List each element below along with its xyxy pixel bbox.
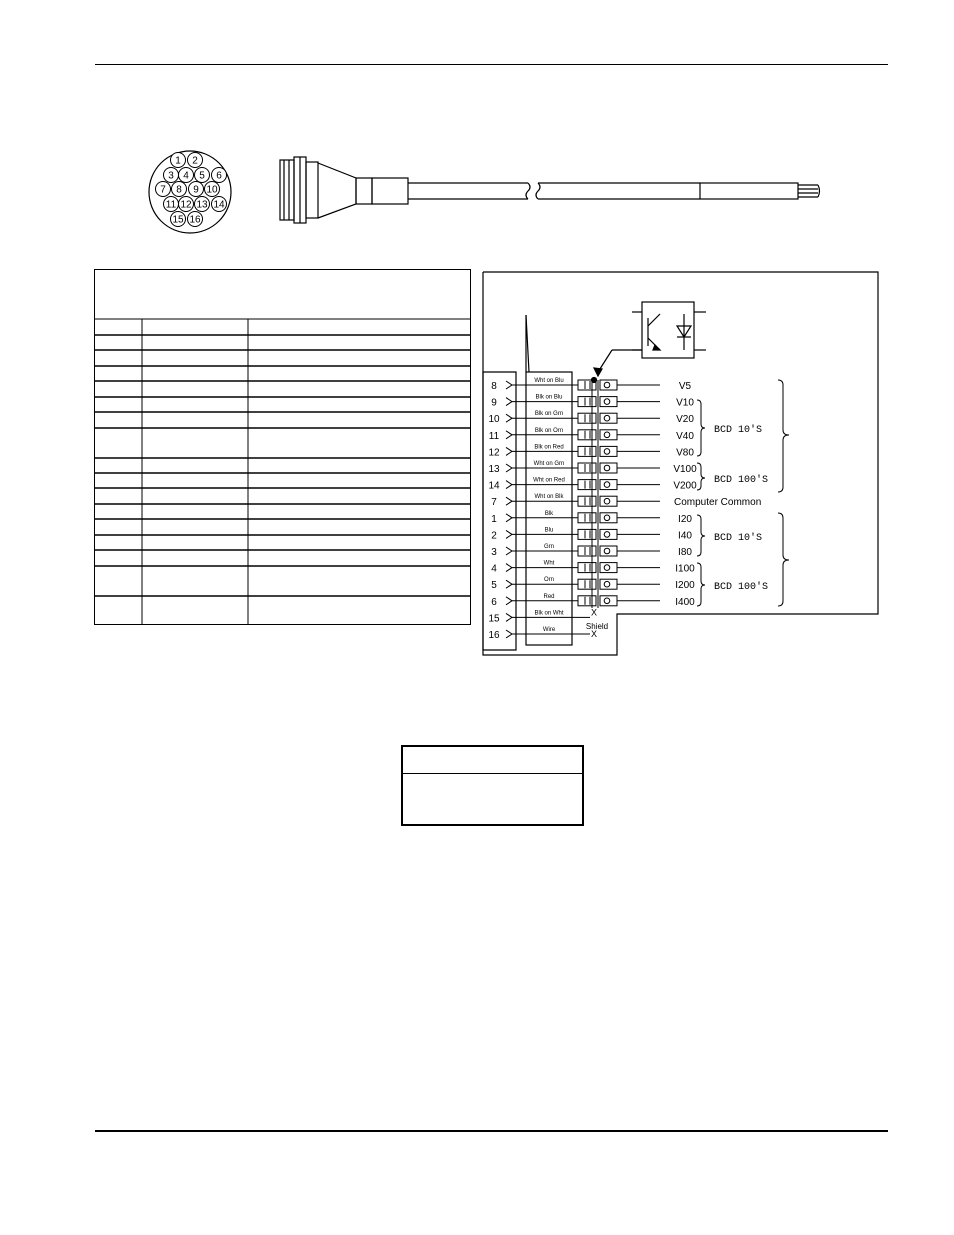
terminal-screw <box>604 482 610 488</box>
pin-number: 7 <box>491 497 497 509</box>
terminal-block <box>578 496 596 506</box>
pin-table-grid <box>95 319 470 624</box>
bcd-group <box>697 515 762 556</box>
signal-label: V5 <box>678 381 692 392</box>
wiring-row <box>488 607 597 624</box>
wire-color-label: Blk on Wht <box>534 610 564 617</box>
terminal-screw <box>604 415 610 421</box>
signal-label: I400 <box>675 596 695 608</box>
contact-chevron <box>506 381 512 389</box>
terminal-screw <box>604 532 610 538</box>
group-label: BCD 10'S <box>714 533 763 544</box>
wire-color-label: Blk on Blu <box>535 394 563 401</box>
connector-pin-label: 5 <box>199 170 205 182</box>
pin-number: 3 <box>491 547 497 558</box>
pin-number: 2 <box>491 530 497 542</box>
terminal-screw <box>604 515 610 521</box>
plug-shell <box>280 160 294 220</box>
contact-chevron <box>506 530 512 538</box>
group-brace <box>697 515 705 556</box>
contact-chevron <box>506 464 512 472</box>
wire-color-label: Blk on Red <box>534 444 564 451</box>
pin-number: 11 <box>488 430 500 442</box>
connector-pin-label: 9 <box>193 184 199 196</box>
pin-number: 12 <box>488 447 500 459</box>
wire-color-label: Grn <box>543 544 555 550</box>
wire-color-label: Wire <box>542 627 556 633</box>
contact-chevron <box>506 398 512 406</box>
strain-relief <box>372 178 408 204</box>
signal-label: I40 <box>678 530 692 542</box>
connector-pin-label: 11 <box>165 199 177 211</box>
pin-number: 10 <box>488 414 500 426</box>
wire-color-label: Wht on Red <box>533 477 565 484</box>
pin-number: 16 <box>488 630 500 641</box>
cable-assembly <box>280 157 820 223</box>
wiring-row <box>488 627 597 641</box>
open-mark: X <box>590 629 598 639</box>
contact-chevron <box>506 431 512 439</box>
pin-number: 5 <box>491 580 497 592</box>
signal-label: V200 <box>673 480 697 492</box>
contact-chevron <box>506 630 512 638</box>
wiring-row <box>491 378 691 392</box>
group-brace <box>697 563 705 606</box>
terminal-block <box>578 596 596 606</box>
pin-number: 13 <box>488 464 500 475</box>
wire-color-label: Orn <box>543 577 555 584</box>
terminal-block <box>578 529 596 539</box>
connector-pin-label: 6 <box>216 170 222 182</box>
wiring-row <box>488 411 694 425</box>
wire-color-label: Blk on Grn <box>534 411 564 418</box>
terminal-screw <box>604 548 610 554</box>
wiring-row <box>488 444 694 458</box>
connector-pin-label: 4 <box>183 170 189 182</box>
terminal-screw <box>604 498 610 504</box>
connector-pin-label: 2 <box>192 155 198 167</box>
signal-label: V20 <box>676 414 694 426</box>
wire-color-label: Blk <box>544 510 554 517</box>
wiring-row <box>491 494 761 508</box>
wire-color-label: Wht <box>543 560 555 567</box>
pin-number: 14 <box>488 480 500 492</box>
wiring-row <box>491 395 694 409</box>
bcd-group <box>697 463 768 490</box>
open-mark: X <box>590 607 598 618</box>
connector-pin-label: 14 <box>213 199 225 211</box>
terminal-block <box>578 480 596 490</box>
signal-label: I20 <box>678 513 692 525</box>
terminal-screw <box>604 399 610 405</box>
signal-label: V80 <box>676 447 694 459</box>
terminal-block <box>578 579 596 589</box>
connector-pin-label: 7 <box>160 184 166 196</box>
optocoupler <box>642 302 694 358</box>
contact-chevron <box>506 447 512 455</box>
terminal-screw <box>604 581 610 587</box>
signal-label: Computer Common <box>674 497 762 509</box>
terminal-block <box>578 563 596 573</box>
pin-number: 15 <box>488 613 500 625</box>
group-brace <box>697 463 705 490</box>
bcd-group <box>697 400 762 456</box>
contact-chevron <box>506 613 512 621</box>
wiring-row <box>488 478 697 492</box>
connector-pin-label: 10 <box>206 184 218 196</box>
signal-label: V40 <box>676 430 694 442</box>
group-label: BCD 100'S <box>714 475 769 486</box>
pin-number: 6 <box>491 596 497 608</box>
connector-pin-label: 3 <box>168 170 174 182</box>
terminal-screw <box>604 432 610 438</box>
group-label: BCD 100'S <box>714 582 769 593</box>
wiring-row <box>491 594 695 608</box>
connector-pin-label: 8 <box>176 184 182 196</box>
pin-number: 1 <box>491 513 497 525</box>
wiring-row <box>491 561 695 575</box>
terminal-screw <box>604 565 610 571</box>
wire-color-label: Blu <box>544 527 554 534</box>
terminal-block <box>578 397 596 407</box>
connector-pin-label: 13 <box>196 199 208 211</box>
outer-brace-voltage <box>778 380 789 492</box>
terminal-block <box>578 546 596 556</box>
pin-number: 4 <box>491 563 497 575</box>
contact-chevron <box>506 514 512 522</box>
signal-label: I200 <box>675 580 695 592</box>
contact-chevron <box>506 597 512 605</box>
wire-color-label: Wht on Grn <box>533 461 565 467</box>
bcd-group <box>697 563 768 606</box>
connector-pin-label: 1 <box>175 155 181 167</box>
group-label: BCD 10'S <box>714 425 763 436</box>
contact-chevron <box>506 547 512 555</box>
terminal-block <box>578 513 596 523</box>
connector-pin-label: 12 <box>180 199 192 211</box>
wiring-row <box>491 577 695 591</box>
terminal-screw <box>604 598 610 604</box>
signal-label: I100 <box>675 563 695 575</box>
contact-chevron <box>506 481 512 489</box>
contact-chevron <box>506 497 512 505</box>
connector-face <box>149 151 231 233</box>
shield-label: Shield <box>585 622 609 631</box>
contact-chevron <box>506 564 512 572</box>
contact-chevron <box>506 414 512 422</box>
signal-label: V100 <box>673 464 697 475</box>
cable-jacket <box>700 183 798 199</box>
wire-color-label: Red <box>543 593 555 600</box>
terminal-screw <box>604 382 610 388</box>
wiring-row <box>488 461 697 475</box>
contact-chevron <box>506 580 512 588</box>
signal-label: I80 <box>678 547 692 558</box>
group-brace <box>697 400 705 456</box>
pin-number: 9 <box>491 397 497 409</box>
outer-brace-current <box>778 513 789 606</box>
connector-pin-label: 15 <box>172 214 184 226</box>
terminal-screw <box>604 465 610 471</box>
wire-color-label: Wht on Blk <box>534 494 564 501</box>
terminal-block <box>578 413 596 423</box>
terminal-block <box>578 446 596 456</box>
wire-color-label: Blk on Orn <box>534 427 564 434</box>
wire-color-label: Wht on Blu <box>534 378 564 384</box>
signal-label: V10 <box>676 397 694 409</box>
pin-number: 8 <box>491 381 497 392</box>
terminal-block <box>578 463 596 473</box>
connector-pin-label: 16 <box>189 214 201 226</box>
terminal-screw <box>604 449 610 455</box>
terminal-block <box>578 430 596 440</box>
